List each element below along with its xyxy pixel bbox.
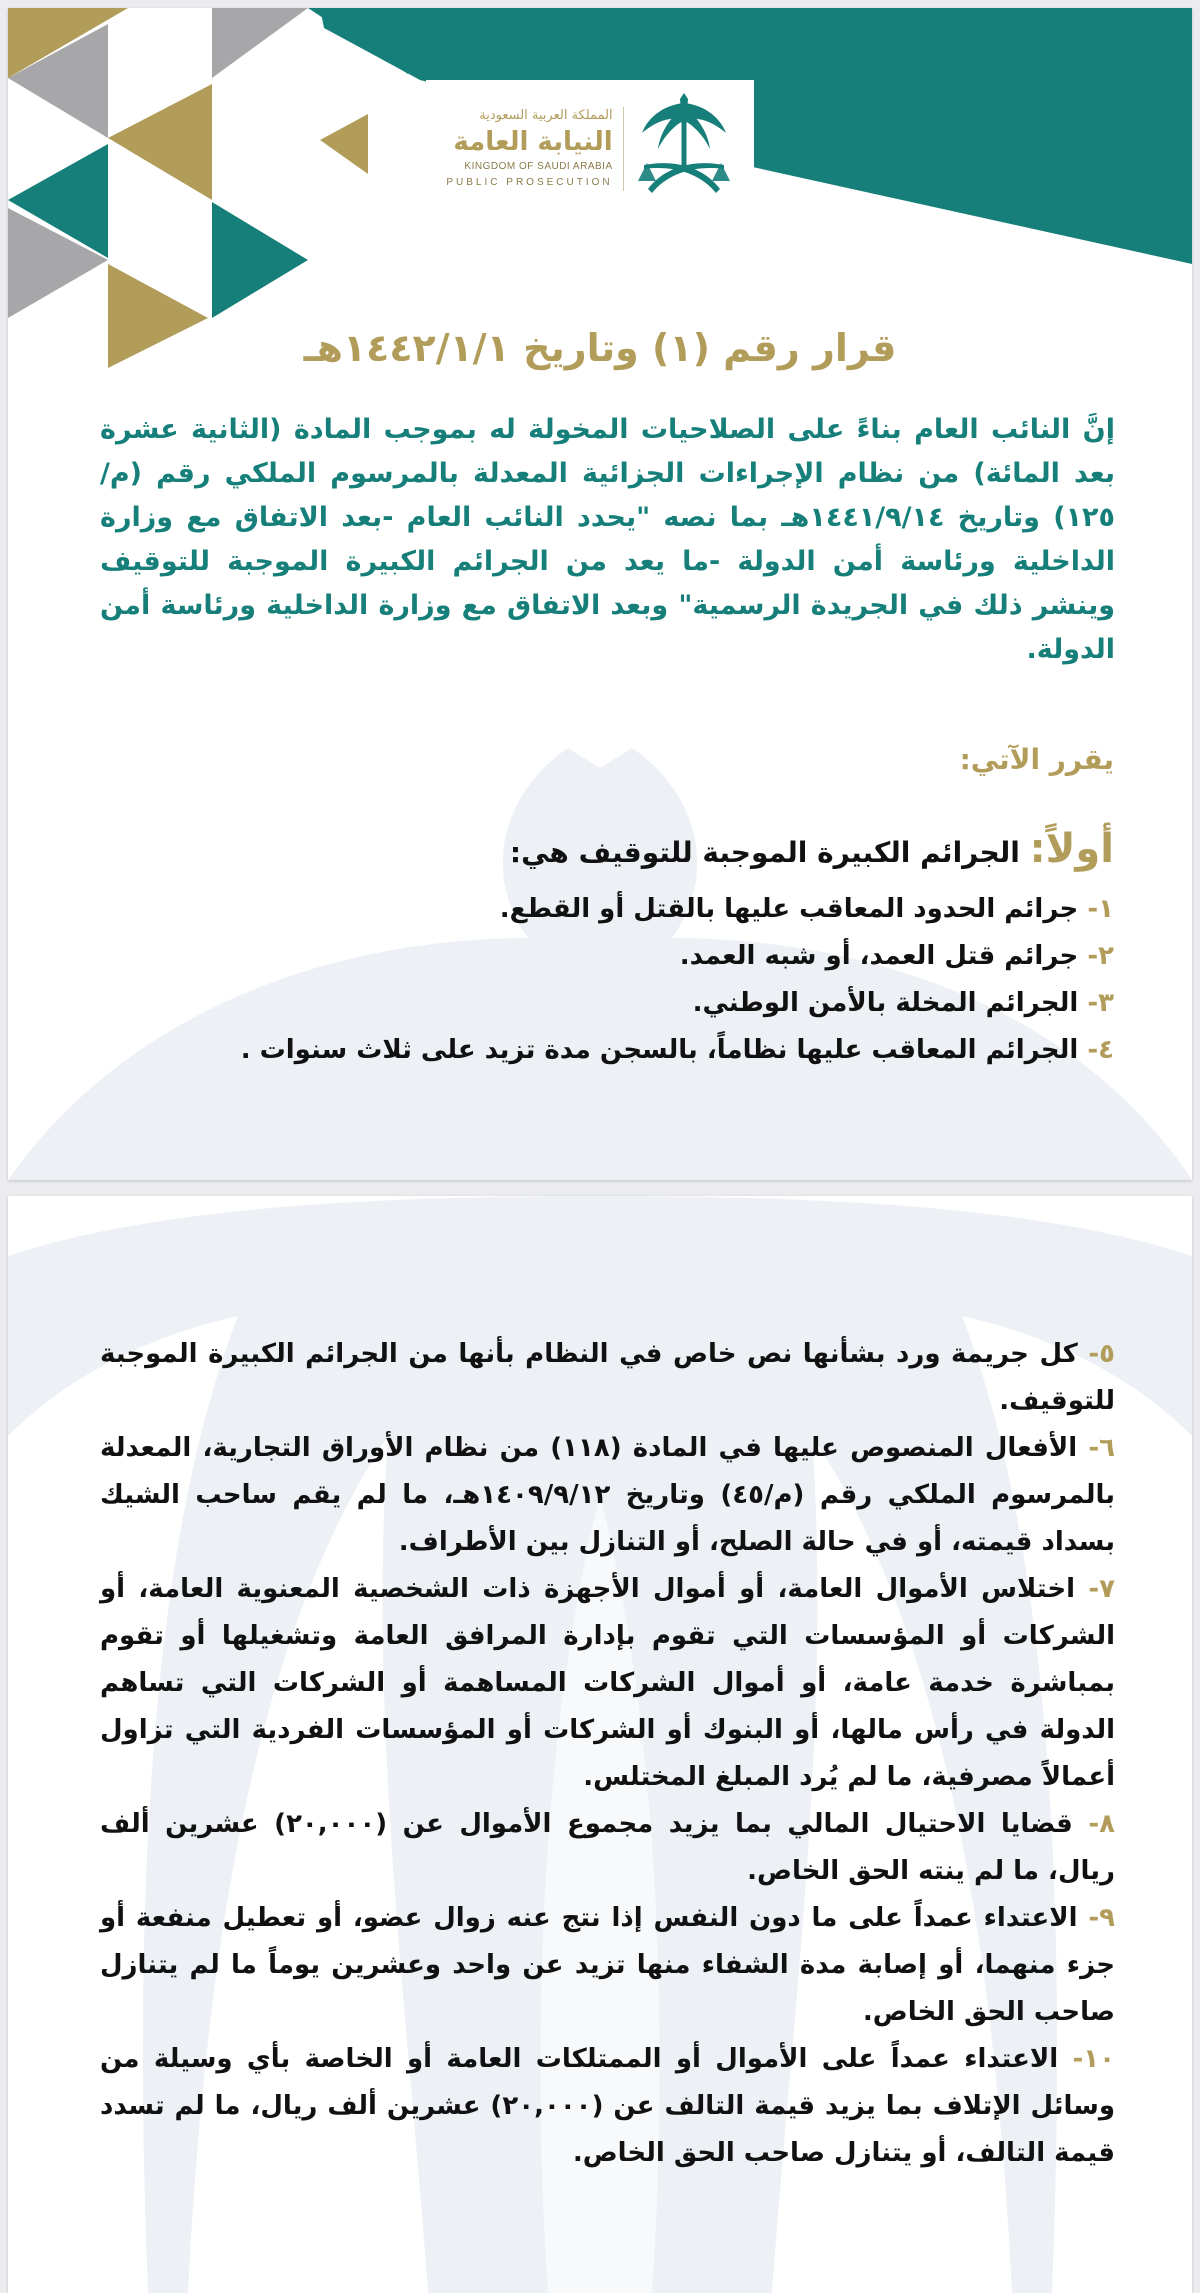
item-text: قضايا الاحتيال المالي بما يزيد مجموع الأموال عن (٢٠,٠٠٠) عشرين ألف ريال، ما لم ينته الحق الخاص. [100,1809,1115,1886]
list-item [100,1331,1115,1425]
item-text: الاعتداء عمداً على الأموال أو الممتلكات العامة أو الخاصة بأي وسيلة من وسائل الإتلاف بما يزيد قيمة التالف عن (٢٠,٠٠٠) عشرين ألف ريال، ما لم تسدد قيمة التالف، أو يتنازل صاحب الحق الخاص. [100,2044,1116,2168]
public-prosecution-logo [426,80,754,218]
section-heading-text: الجرائم الكبيرة الموجبة للتوقيف هي: [509,836,1020,869]
logo-kingdom-english: KINGDOM OF SAUDI ARABIA [464,161,613,172]
item-number: ٧- [1088,1574,1115,1604]
item-text: كل جريمة ورد بشأنها نص خاص في النظام بأنها من الجرائم الكبيرة الموجبة للتوقيف. [100,1339,1115,1416]
decides-heading: يقرر الآتي: [959,743,1114,776]
list-item [100,2036,1115,2177]
item-number: ٦- [1088,1433,1115,1463]
section-first-heading [510,826,1114,872]
item-text: الجرائم المعاقب عليها نظاماً، بالسجن مدة تزيد على ثلاث سنوات . [240,1035,1079,1065]
decree-preamble: إنَّ النائب العام بناءً على الصلاحيات المخولة له بموجب المادة (الثانية عشرة بعد المائة) من نظام الإجراءات الجزائية المعدلة بالمرسوم الملكي رقم (م/١٢٥) وتاريخ ١٤٤١/٩/١٤هـ بما نصه "يحدد النائب العام -بعد الاتفاق مع وزارة الداخلية ورئاسة أمن الدولة -ما يعد من الجرائم الكبيرة الموجبة للتوقيف وينشر ذلك في الجريدة الرسمية" وبعد الاتفاق مع وزارة الداخلية ورئاسة أمن الدولة. [100,414,1116,665]
item-text: جرائم الحدود المعاقب عليها بالقتل أو القطع. [499,894,1079,924]
section-ordinal: أولاً: [1029,826,1114,872]
logo-org-arabic: النيابة العامة [453,127,613,157]
item-number: ٤- [1087,1035,1114,1065]
list-item [241,1027,1114,1074]
logo-kingdom-arabic: المملكة العربية السعودية [479,108,613,123]
item-text: جرائم قتل العمد، أو شبه العمد. [679,941,1079,971]
item-number: ٥- [1088,1339,1115,1369]
item-text: الأفعال المنصوص عليها في المادة (١١٨) من نظام الأوراق التجارية، المعدلة بالمرسوم الملكي رقم (م/٤٥) وتاريخ ١٤٠٩/٩/١٢هـ، ما لم يقم ساحب الشيك بسداد قيمته، أو في حالة الصلح، أو التنازل بين الأطراف. [100,1433,1115,1557]
crimes-list-part-1 [241,886,1114,1074]
logo-org-english: PUBLIC PROSECUTION [446,177,613,188]
crimes-list-part-2 [100,1331,1115,2177]
palm-and-swords-scales-icon [634,93,734,205]
item-text: اختلاس الأموال العامة، أو أموال الأجهزة ذات الشخصية المعنوية العامة، أو الشركات أو المؤسسات التي تقوم بإدارة المرافق العامة وتشغيلها أو تقوم بمباشرة خدمة عامة، أو أموال الشركات المساهمة أو الشركات التي تساهم الدولة في رأس مالها، أو البنوك أو الشركات أو المؤسسات الفردية التي تزاول أعمالاً مصرفية، ما لم يُرد المبلغ المختلس. [100,1574,1115,1792]
list-item [241,886,1114,933]
list-item [100,1566,1115,1801]
item-number: ٨- [1088,1809,1115,1839]
decree-title: قرار رقم (١) وتاريخ ١٤٤٢/١/١هـ [303,326,897,370]
document-page-2 [8,1196,1192,2293]
list-item [241,933,1114,980]
logo-text-block [446,107,623,191]
list-item [100,1425,1115,1566]
list-item [100,1801,1115,1895]
item-text: الاعتداء عمداً على ما دون النفس إذا نتج عنه زوال عضو، أو تعطيل منفعة أو جزء منهما، أو إصابة مدة الشفاء منها تزيد عن واحد وعشرين يوماً ما لم يتنازل صاحب الحق الخاص. [100,1903,1115,2027]
document-page-1 [8,8,1192,1180]
item-number: ١٠- [1072,2044,1115,2074]
item-text: الجرائم المخلة بالأمن الوطني. [692,988,1079,1018]
item-number: ٢- [1087,941,1114,971]
item-number: ١- [1087,894,1114,924]
list-item [100,1895,1115,2036]
item-number: ٩- [1088,1903,1115,1933]
item-number: ٣- [1087,988,1114,1018]
list-item [241,980,1114,1027]
